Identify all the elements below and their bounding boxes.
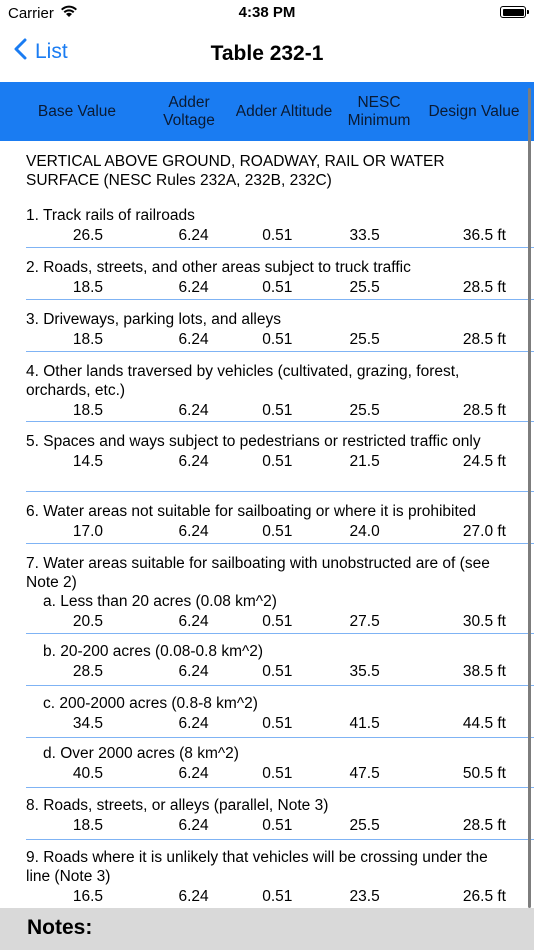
design-value-cell: 38.5 ft <box>462 663 506 680</box>
nesc-minimum-cell: 24.0 <box>349 523 380 540</box>
nesc-minimum-cell: 47.5 <box>349 765 380 782</box>
adder-voltage-cell: 6.24 <box>178 888 209 905</box>
row-label: 2. Roads, streets, and other areas subject to truck traffic <box>26 259 411 276</box>
status-bar <box>0 0 534 30</box>
back-label: List <box>35 40 68 63</box>
battery-icon <box>500 6 526 18</box>
base-value-cell: 14.5 <box>72 453 104 470</box>
design-value-cell: 24.5 ft <box>462 453 506 470</box>
row-label: 5. Spaces and ways subject to pedestrians or restricted traffic only <box>26 433 481 450</box>
design-value-cell: 26.5 ft <box>462 888 506 905</box>
nesc-minimum-cell: 25.5 <box>349 402 380 419</box>
navigation-bar <box>0 30 534 82</box>
base-value-cell: 26.5 <box>72 227 104 244</box>
nesc-minimum-cell: 25.5 <box>349 817 380 834</box>
page-title: Table 232-1 <box>210 42 324 65</box>
nesc-minimum-cell: 25.5 <box>349 331 380 348</box>
table-row <box>26 502 506 541</box>
base-value-cell: 20.5 <box>72 613 104 630</box>
row-divider <box>26 247 534 248</box>
design-value-cell: 30.5 ft <box>462 613 506 630</box>
table-header <box>0 82 534 141</box>
row-label: 3. Driveways, parking lots, and alleys <box>26 311 282 328</box>
nesc-minimum-cell: 41.5 <box>349 715 380 732</box>
scroll-indicator[interactable] <box>528 88 531 908</box>
adder-voltage-cell: 6.24 <box>178 613 209 630</box>
row-label: d. Over 2000 acres (8 km^2) <box>43 745 239 762</box>
adder-voltage-cell: 6.24 <box>178 663 209 680</box>
row-sublabel: a. Less than 20 acres (0.08 km^2) <box>43 593 277 610</box>
base-value-cell: 28.5 <box>72 663 104 680</box>
table-content[interactable] <box>0 141 534 908</box>
base-value-cell: 40.5 <box>72 765 104 782</box>
notes-section <box>0 908 534 950</box>
adder-voltage-cell: 6.24 <box>178 523 209 540</box>
table-row <box>26 694 506 733</box>
row-divider <box>26 299 534 300</box>
row-label: 6. Water areas not suitable for sailboating or where it is prohibited <box>26 503 477 520</box>
nesc-minimum-cell: 23.5 <box>349 888 380 905</box>
adder-altitude-cell: 0.51 <box>262 227 293 244</box>
clock: 4:38 PM <box>238 4 296 21</box>
adder-voltage-cell: 6.24 <box>178 715 209 732</box>
adder-altitude-cell: 0.51 <box>262 888 293 905</box>
adder-voltage-cell: 6.24 <box>178 453 209 470</box>
design-value-cell: 28.5 ft <box>462 331 506 348</box>
design-value-cell: 28.5 ft <box>462 279 506 296</box>
table-row <box>26 362 506 420</box>
table-row <box>26 258 506 297</box>
adder-voltage-cell: 6.24 <box>178 817 209 834</box>
adder-voltage-cell: 6.24 <box>178 227 209 244</box>
table-row <box>26 554 506 631</box>
design-value-cell: 36.5 ft <box>462 227 506 244</box>
design-value-cell: 44.5 ft <box>462 715 506 732</box>
row-divider <box>26 543 534 544</box>
column-header-adder-altitude: Adder Altitude <box>235 102 333 120</box>
adder-altitude-cell: 0.51 <box>262 613 293 630</box>
table-row <box>26 206 506 245</box>
adder-altitude-cell: 0.51 <box>262 715 293 732</box>
row-label: c. 200-2000 acres (0.8-8 km^2) <box>43 695 258 712</box>
base-value-cell: 17.0 <box>72 523 104 540</box>
column-header-base-value: Base Value <box>37 102 117 120</box>
nesc-minimum-cell: 21.5 <box>349 453 380 470</box>
base-value-cell: 34.5 <box>72 715 104 732</box>
adder-voltage-cell: 6.24 <box>178 402 209 419</box>
design-value-cell: 27.0 ft <box>462 523 506 540</box>
table-row <box>26 848 506 906</box>
row-divider <box>26 737 534 738</box>
row-label: 4. Other lands traversed by vehicles (cultivated, grazing, forest, orchards, etc.) <box>26 363 460 399</box>
table-row <box>26 310 506 349</box>
adder-voltage-cell: 6.24 <box>178 765 209 782</box>
table-row <box>26 432 506 471</box>
nesc-minimum-cell: 35.5 <box>349 663 380 680</box>
adder-altitude-cell: 0.51 <box>262 817 293 834</box>
nesc-minimum-cell: 25.5 <box>349 279 380 296</box>
row-divider <box>26 491 534 492</box>
nesc-minimum-cell: 27.5 <box>349 613 380 630</box>
adder-voltage-cell: 6.24 <box>178 331 209 348</box>
row-divider <box>26 839 534 840</box>
row-label: 8. Roads, streets, or alleys (parallel, Note 3) <box>26 797 329 814</box>
base-value-cell: 18.5 <box>72 279 104 296</box>
row-divider <box>26 421 534 422</box>
base-value-cell: 18.5 <box>72 402 104 419</box>
design-value-cell: 28.5 ft <box>462 402 506 419</box>
table-row <box>26 744 506 783</box>
adder-altitude-cell: 0.51 <box>262 402 293 419</box>
nesc-minimum-cell: 33.5 <box>349 227 380 244</box>
notes-title: Notes: <box>27 916 93 939</box>
base-value-cell: 16.5 <box>72 888 104 905</box>
table-row <box>26 796 506 835</box>
design-value-cell: 50.5 ft <box>462 765 506 782</box>
adder-altitude-cell: 0.51 <box>262 523 293 540</box>
adder-altitude-cell: 0.51 <box>262 765 293 782</box>
row-divider <box>26 685 534 686</box>
row-label: 7. Water areas suitable for sailboating with unobstructed are of (see Note 2) <box>26 555 490 591</box>
adder-voltage-cell: 6.24 <box>178 279 209 296</box>
adder-altitude-cell: 0.51 <box>262 279 293 296</box>
section-title: VERTICAL ABOVE GROUND, ROADWAY, RAIL OR WATER SURFACE (NESC Rules 232A, 232B, 232C) <box>26 153 445 189</box>
column-header-nesc-minimum: NESC Minimum <box>347 93 411 129</box>
base-value-cell: 18.5 <box>72 817 104 834</box>
column-header-design-value: Design Value <box>428 102 520 120</box>
adder-altitude-cell: 0.51 <box>262 453 293 470</box>
carrier-label: Carrier <box>8 4 54 22</box>
design-value-cell: 28.5 ft <box>462 817 506 834</box>
row-label: 9. Roads where it is unlikely that vehicles will be crossing under the line (Note 3) <box>26 849 488 885</box>
row-divider <box>26 787 534 788</box>
row-label: b. 20-200 acres (0.08-0.8 km^2) <box>43 643 264 660</box>
table-row <box>26 642 506 681</box>
row-label: 1. Track rails of railroads <box>26 207 195 224</box>
adder-altitude-cell: 0.51 <box>262 331 293 348</box>
base-value-cell: 18.5 <box>72 331 104 348</box>
row-divider <box>26 633 534 634</box>
adder-altitude-cell: 0.51 <box>262 663 293 680</box>
column-header-adder-voltage: Adder Voltage <box>163 93 215 129</box>
row-divider <box>26 351 534 352</box>
